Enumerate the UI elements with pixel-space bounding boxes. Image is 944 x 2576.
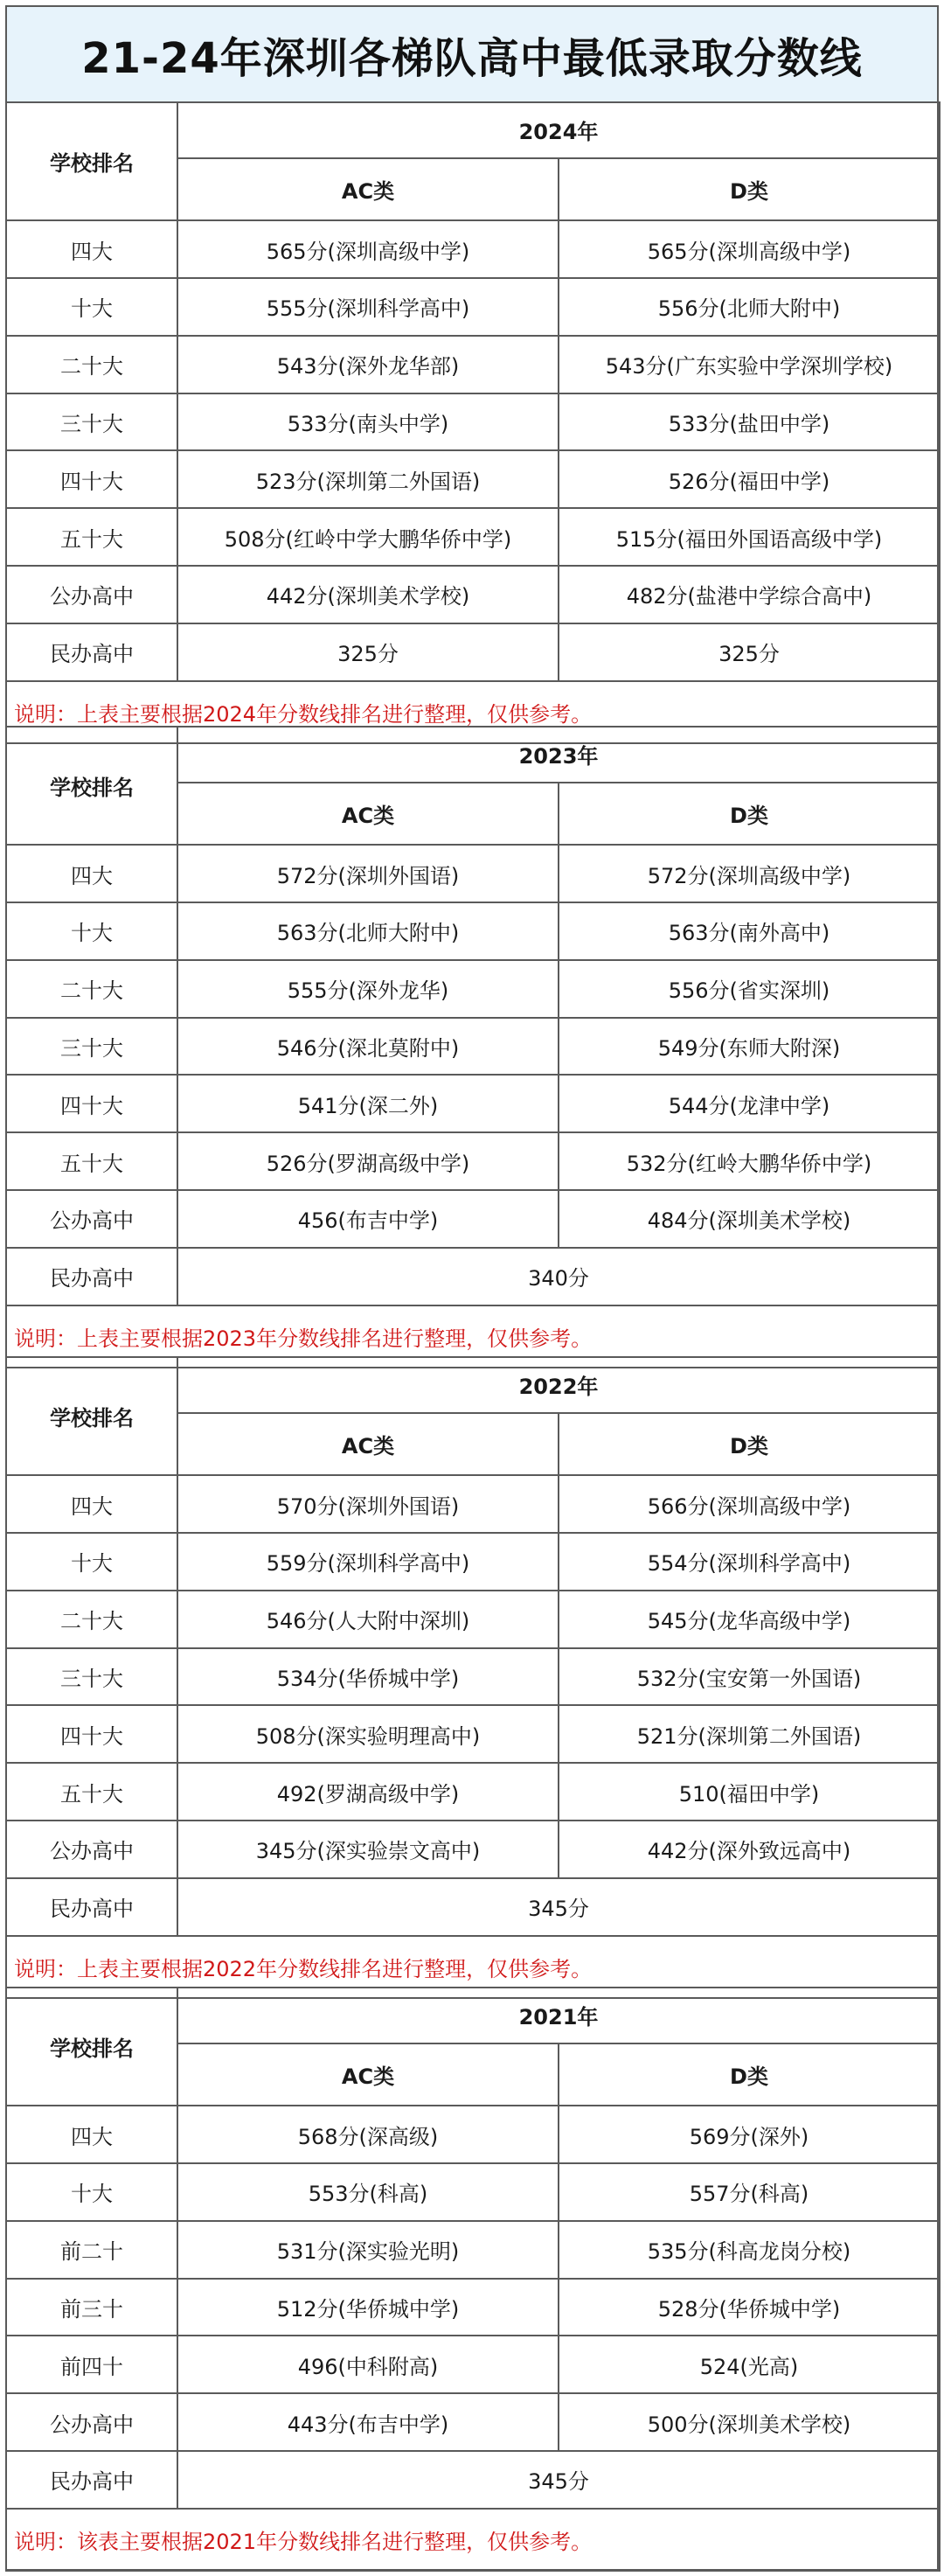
ac-cell: 546分(人大附中深圳) <box>177 1591 559 1648</box>
d-cell: 544分(龙津中学) <box>559 1075 940 1132</box>
ac-cell: 345分(深实验崇文高中) <box>177 1821 559 1878</box>
rank-header: 学校排名 <box>6 1988 177 2106</box>
rank-cell: 二十大 <box>6 336 177 393</box>
rank-cell: 民办高中 <box>6 2451 177 2509</box>
ac-cell: 492(罗湖高级中学) <box>177 1763 559 1821</box>
table-row <box>6 845 940 902</box>
page-title: 21-24年深圳各梯队高中最低录取分数线 <box>5 5 939 103</box>
table-row <box>6 623 940 681</box>
note-text: 说明：上表主要根据2022年分数线排名进行整理，仅供参考。 <box>6 1936 940 1998</box>
year-header: 2021年 <box>177 1988 940 2043</box>
rank-cell: 十大 <box>6 2163 177 2221</box>
rank-cell: 公办高中 <box>6 566 177 623</box>
year-header: 2023年 <box>177 727 940 783</box>
table-row <box>6 1705 940 1763</box>
table-row <box>6 1878 940 1936</box>
d-category-header: D类 <box>559 1413 940 1475</box>
d-cell: 500分(深圳美术学校) <box>559 2393 940 2451</box>
table-row <box>6 1132 940 1190</box>
rank-cell: 五十大 <box>6 1763 177 1821</box>
table-row <box>6 1475 940 1533</box>
d-cell: 482分(盐港中学综合高中) <box>559 566 940 623</box>
rank-cell: 公办高中 <box>6 1190 177 1248</box>
rank-cell: 十大 <box>6 902 177 960</box>
d-cell: 515分(福田外国语高级中学) <box>559 508 940 566</box>
d-cell: 572分(深圳高级中学) <box>559 845 940 902</box>
rank-cell: 四大 <box>6 1475 177 1533</box>
table-row <box>6 1248 940 1305</box>
table-2021 <box>5 1987 941 2572</box>
rank-cell: 民办高中 <box>6 1248 177 1305</box>
table-row <box>6 1591 940 1648</box>
note-text: 说明：该表主要根据2021年分数线排名进行整理，仅供参考。 <box>6 2509 940 2571</box>
ac-cell: 325分 <box>177 623 559 681</box>
rank-cell: 前三十 <box>6 2279 177 2336</box>
ac-cell: 508分(红岭中学大鹏华侨中学) <box>177 508 559 566</box>
d-cell: 549分(东师大附深) <box>559 1018 940 1076</box>
d-cell: 554分(深圳科学高中) <box>559 1533 940 1591</box>
table-row <box>6 1533 940 1591</box>
table-row <box>6 508 940 566</box>
ac-cell: 531分(深实验光明) <box>177 2221 559 2279</box>
rank-cell: 前二十 <box>6 2221 177 2279</box>
ac-cell: 541分(深二外) <box>177 1075 559 1132</box>
d-cell: 528分(华侨城中学) <box>559 2279 940 2336</box>
ac-cell: 543分(深外龙华部) <box>177 336 559 393</box>
d-cell: 532分(红岭大鹏华侨中学) <box>559 1132 940 1190</box>
rank-cell: 十大 <box>6 278 177 336</box>
rank-cell: 二十大 <box>6 960 177 1018</box>
rank-cell: 四十大 <box>6 1075 177 1132</box>
rank-cell: 五十大 <box>6 1132 177 1190</box>
rank-cell: 民办高中 <box>6 623 177 681</box>
table-row <box>6 1648 940 1706</box>
table-row <box>6 902 940 960</box>
rank-cell: 四十大 <box>6 450 177 508</box>
rank-cell: 十大 <box>6 1533 177 1591</box>
rank-cell: 三十大 <box>6 1648 177 1706</box>
d-cell: 565分(深圳高级中学) <box>559 220 940 278</box>
table-row <box>6 2106 940 2163</box>
ac-cell: 568分(深高级) <box>177 2106 559 2163</box>
d-cell: 545分(龙华高级中学) <box>559 1591 940 1648</box>
ac-cell: 555分(深圳科学高中) <box>177 278 559 336</box>
table-row <box>6 2163 940 2221</box>
table-row <box>6 960 940 1018</box>
note-text: 说明：上表主要根据2023年分数线排名进行整理，仅供参考。 <box>6 1305 940 1368</box>
rank-cell: 五十大 <box>6 508 177 566</box>
table-2024 <box>5 101 941 744</box>
ac-cell: 508分(深实验明理高中) <box>177 1705 559 1763</box>
table-row <box>6 1763 940 1821</box>
d-cell: 521分(深圳第二外国语) <box>559 1705 940 1763</box>
table-row <box>6 220 940 278</box>
table-row <box>6 2451 940 2509</box>
rank-cell: 民办高中 <box>6 1878 177 1936</box>
rank-cell: 二十大 <box>6 1591 177 1648</box>
ac-cell: 533分(南头中学) <box>177 393 559 451</box>
ac-cell: 555分(深外龙华) <box>177 960 559 1018</box>
ac-cell: 496(中科附高) <box>177 2336 559 2393</box>
rank-cell: 三十大 <box>6 393 177 451</box>
table-row <box>6 393 940 451</box>
rank-cell: 四十大 <box>6 1705 177 1763</box>
rank-cell: 四大 <box>6 2106 177 2163</box>
d-cell: 526分(福田中学) <box>559 450 940 508</box>
table-row <box>6 2221 940 2279</box>
rank-header: 学校排名 <box>6 1357 177 1475</box>
ac-category-header: AC类 <box>177 1413 559 1475</box>
ac-cell: 572分(深圳外国语) <box>177 845 559 902</box>
ac-cell: 559分(深圳科学高中) <box>177 1533 559 1591</box>
d-cell: 510(福田中学) <box>559 1763 940 1821</box>
ac-cell: 512分(华侨城中学) <box>177 2279 559 2336</box>
d-cell: 569分(深外) <box>559 2106 940 2163</box>
rank-cell: 公办高中 <box>6 2393 177 2451</box>
d-cell: 556分(省实深圳) <box>559 960 940 1018</box>
ac-cell: 526分(罗湖高级中学) <box>177 1132 559 1190</box>
ac-cell: 534分(华侨城中学) <box>177 1648 559 1706</box>
table-row <box>6 336 940 393</box>
d-cell: 557分(科高) <box>559 2163 940 2221</box>
d-category-header: D类 <box>559 783 940 845</box>
table-2022 <box>5 1356 941 1999</box>
merged-cell: 345分 <box>177 2451 940 2509</box>
d-cell: 543分(广东实验中学深圳学校) <box>559 336 940 393</box>
table-row <box>6 1190 940 1248</box>
table-row <box>6 2393 940 2451</box>
d-cell: 533分(盐田中学) <box>559 393 940 451</box>
ac-cell: 563分(北师大附中) <box>177 902 559 960</box>
ac-cell: 523分(深圳第二外国语) <box>177 450 559 508</box>
ac-category-header: AC类 <box>177 2043 559 2106</box>
merged-cell: 340分 <box>177 1248 940 1305</box>
d-cell: 566分(深圳高级中学) <box>559 1475 940 1533</box>
rank-cell: 三十大 <box>6 1018 177 1076</box>
year-header: 2024年 <box>177 102 940 158</box>
rank-header: 学校排名 <box>6 102 177 220</box>
table-row <box>6 2336 940 2393</box>
ac-cell: 442分(深圳美术学校) <box>177 566 559 623</box>
merged-cell: 345分 <box>177 1878 940 1936</box>
ac-cell: 456(布吉中学) <box>177 1190 559 1248</box>
rank-cell: 前四十 <box>6 2336 177 2393</box>
d-category-header: D类 <box>559 158 940 220</box>
d-cell: 442分(深外致远高中) <box>559 1821 940 1878</box>
d-cell: 532分(宝安第一外国语) <box>559 1648 940 1706</box>
ac-cell: 546分(深北莫附中) <box>177 1018 559 1076</box>
ac-cell: 565分(深圳高级中学) <box>177 220 559 278</box>
rank-cell: 公办高中 <box>6 1821 177 1878</box>
year-header: 2022年 <box>177 1357 940 1413</box>
table-row <box>6 450 940 508</box>
table-row <box>6 2279 940 2336</box>
note-text: 说明：上表主要根据2024年分数线排名进行整理，仅供参考。 <box>6 681 940 743</box>
ac-cell: 553分(科高) <box>177 2163 559 2221</box>
ac-cell: 443分(布吉中学) <box>177 2393 559 2451</box>
d-category-header: D类 <box>559 2043 940 2106</box>
ac-category-header: AC类 <box>177 158 559 220</box>
table-row <box>6 1075 940 1132</box>
table-row <box>6 1018 940 1076</box>
table-row <box>6 1821 940 1878</box>
rank-cell: 四大 <box>6 220 177 278</box>
ac-category-header: AC类 <box>177 783 559 845</box>
table-2023 <box>5 726 941 1368</box>
rank-header: 学校排名 <box>6 727 177 845</box>
d-cell: 484分(深圳美术学校) <box>559 1190 940 1248</box>
rank-cell: 四大 <box>6 845 177 902</box>
d-cell: 524(光高) <box>559 2336 940 2393</box>
d-cell: 556分(北师大附中) <box>559 278 940 336</box>
ac-cell: 570分(深圳外国语) <box>177 1475 559 1533</box>
table-row <box>6 278 940 336</box>
d-cell: 535分(科高龙岗分校) <box>559 2221 940 2279</box>
d-cell: 325分 <box>559 623 940 681</box>
d-cell: 563分(南外高中) <box>559 902 940 960</box>
table-row <box>6 566 940 623</box>
